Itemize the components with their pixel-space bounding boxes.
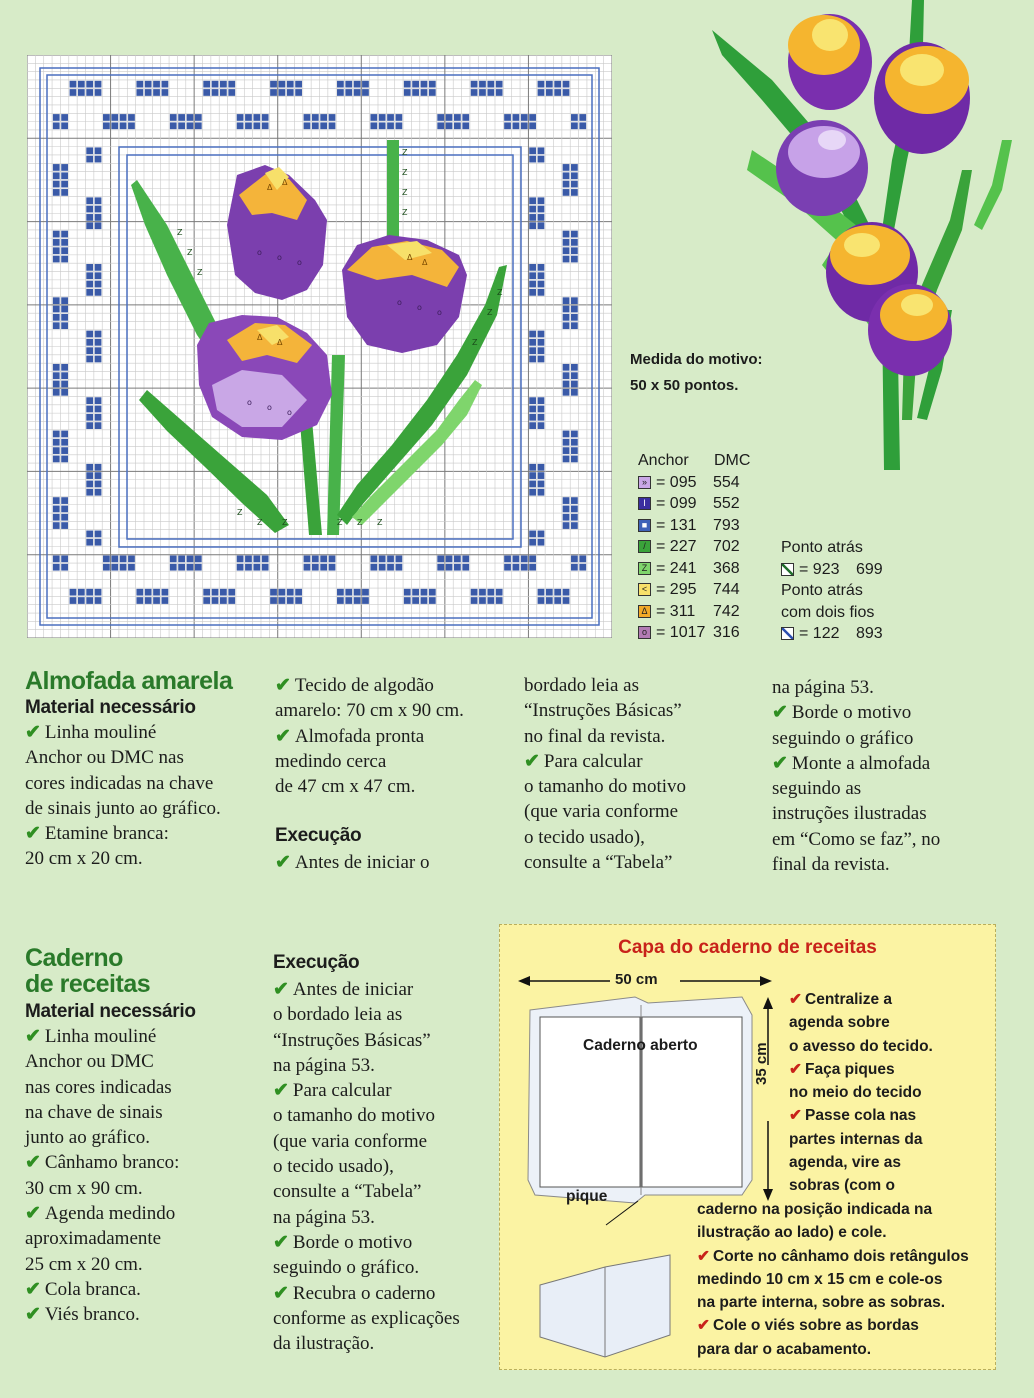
legend-dmc-code: 793: [713, 516, 740, 534]
almofada-col4-text: instruções ilustradas: [772, 803, 927, 825]
caderno-title-line2: de receitas: [25, 970, 151, 998]
almofada-col1-line: [25, 745, 232, 770]
caderno-col2-text: conforme as explicações: [273, 1307, 460, 1329]
almofada-col1-text: Anchor ou DMC nas: [25, 747, 184, 769]
almofada-col1-line: [25, 846, 232, 871]
box-bottom-text: [697, 1198, 969, 1361]
almofada-col2b-text: Antes de iniciar o: [294, 852, 430, 874]
width-label: 50 cm: [612, 971, 661, 988]
box-bottom-text: medindo 10 cm x 15 cm e cole-os: [697, 1270, 943, 1288]
almofada-col1-text: de sinais junto ao gráfico.: [25, 797, 221, 819]
check-icon: ✔: [25, 1278, 41, 1300]
svg-text:Z: Z: [187, 248, 193, 257]
notch-label: pique: [566, 1188, 608, 1205]
check-icon: ✔: [275, 675, 291, 696]
box-bottom-text: na parte interna, sobre as sobras.: [697, 1294, 946, 1312]
almofada-col1-line: [25, 771, 232, 796]
legend-anchor-code: = 131: [656, 516, 697, 534]
svg-text:Δ: Δ: [277, 338, 283, 347]
legend-row: [638, 493, 750, 515]
motif-size: [630, 347, 763, 399]
box-right-text: no meio do tecido: [789, 1084, 922, 1102]
check-icon: ✔: [789, 1107, 802, 1125]
check-icon: ✔: [697, 1247, 710, 1265]
almofada-col1-line: [25, 821, 232, 846]
almofada-col1-line: [25, 720, 232, 745]
box-bottom-text: para dar o acabamento.: [697, 1340, 872, 1358]
almofada-col2a-line: [275, 673, 464, 698]
caderno-col1-line: [25, 1302, 196, 1327]
recipe-cover-box: [499, 924, 996, 1370]
caderno-col1: [25, 1024, 196, 1328]
almofada-col2a-text: Tecido de algodão: [294, 675, 434, 696]
legend-header-anchor: Anchor: [638, 452, 689, 469]
box-bottom-line: [697, 1314, 969, 1337]
box-bottom-line: [697, 1338, 969, 1361]
almofada-col4-line: [772, 726, 940, 751]
caderno-col1-text: aproximadamente: [25, 1228, 162, 1250]
bouquet-tulip-2: [874, 42, 970, 154]
legend-anchor-code: = 311: [656, 602, 696, 620]
almofada-col3-line: [524, 825, 686, 850]
almofada-col3-line: [524, 774, 686, 799]
almofada-col3-line: [524, 698, 686, 723]
caderno-col2-line: [273, 1154, 460, 1179]
almofada-col3-text: consulte a “Tabela”: [524, 852, 673, 874]
box-right-line: [789, 1081, 933, 1104]
svg-text:Δ: Δ: [257, 333, 263, 342]
svg-text:Z: Z: [487, 308, 493, 317]
legend-swatch: <: [638, 583, 651, 596]
check-icon: ✔: [273, 1080, 289, 1102]
caderno-col2-line: [273, 1255, 460, 1280]
backstitch-2-value: = 122: [799, 625, 840, 642]
box-bottom-text: Corte no cânhamo dois retângulos: [713, 1247, 969, 1265]
legend-swatch: Z: [638, 562, 651, 575]
box-right-text: [789, 988, 933, 1198]
box-right-line: [789, 1035, 933, 1058]
almofada-col3-text: Para calcular: [543, 750, 643, 772]
caderno-col2-line: [273, 1230, 460, 1255]
almofada-col3-line: [524, 799, 686, 824]
legend-row: [638, 558, 750, 580]
caderno-col2-line: [273, 977, 460, 1002]
cross-stitch-chart: [27, 55, 612, 638]
almofada-col3: [524, 673, 686, 875]
caderno-col2-text: o tamanho do motivo: [273, 1105, 436, 1127]
almofada-col4-text: Borde o motivo: [791, 702, 912, 724]
box-bottom-line: [697, 1198, 969, 1221]
caderno-col1-text: Viés branco.: [44, 1304, 140, 1326]
legend-dmc-code: 744: [713, 581, 740, 598]
caderno-col2-text: (que varia conforme: [273, 1130, 428, 1152]
box-right-text: agenda, vire as: [789, 1154, 902, 1172]
svg-text:Δ: Δ: [267, 183, 273, 192]
almofada-col1: [25, 720, 232, 872]
caderno-col1-text: nas cores indicadas: [25, 1076, 172, 1098]
almofada-col4-text: seguindo o gráfico: [772, 727, 914, 749]
caderno-col1-line: [25, 1150, 196, 1175]
legend-row: [638, 579, 750, 601]
caderno-col2-text: o tecido usado),: [273, 1156, 394, 1178]
almofada-col2a-line: [275, 724, 464, 749]
svg-text:o: o: [247, 398, 252, 407]
legend-swatch: /: [638, 540, 651, 553]
check-icon: ✔: [524, 750, 540, 772]
legend-anchor-code: = 099: [656, 495, 697, 512]
check-icon: ✔: [273, 1231, 289, 1253]
legend-anchor-code: = 1017: [656, 624, 706, 641]
caderno-col2-line: [273, 1306, 460, 1331]
caderno-col2: [273, 951, 460, 1356]
almofada-col1-text: Etamine branca:: [44, 823, 169, 845]
open-notebook-label: Caderno aberto: [583, 1037, 698, 1054]
caderno-col2-text: o bordado leia as: [273, 1004, 403, 1026]
check-icon: ✔: [25, 1304, 41, 1326]
check-icon: ✔: [25, 722, 41, 743]
almofada-col1-text: 20 cm x 20 cm.: [25, 848, 143, 870]
check-icon: ✔: [273, 979, 289, 1000]
almofada-title: Almofada amarela: [25, 667, 233, 695]
box-right-line: [789, 1104, 933, 1127]
box-bottom-line: [697, 1221, 969, 1244]
caderno-col1-line: [25, 1100, 196, 1125]
box-right-line: [789, 1128, 933, 1151]
almofada-col4-line: [772, 675, 940, 700]
caderno-col2-text: na página 53.: [273, 1206, 375, 1228]
box-right-line: [789, 1174, 933, 1197]
box-bottom-line: [697, 1291, 969, 1314]
backstitch-1-swatch: [781, 563, 794, 576]
box-right-line: [789, 988, 933, 1011]
almofada-col3-line: [524, 724, 686, 749]
almofada-material-title: Material necessário: [25, 697, 196, 718]
caderno-col1-line: [25, 1125, 196, 1150]
almofada-col2a-line: [275, 749, 464, 774]
bouquet-tulip-1: [788, 14, 872, 110]
backstitch-2-dmc: 893: [856, 625, 883, 642]
almofada-col4-text: na página 53.: [772, 677, 874, 698]
caderno-col2-line: [273, 1129, 460, 1154]
check-icon: ✔: [273, 1282, 289, 1304]
almofada-col4-line: [772, 776, 940, 801]
legend-dmc-code: 552: [713, 495, 740, 512]
height-label: 35 cm: [753, 1042, 770, 1085]
almofada-col2a-text: Almofada pronta: [294, 725, 425, 747]
almofada-col3-line: [524, 850, 686, 875]
legend-header-dmc: DMC: [714, 452, 751, 469]
svg-text:Z: Z: [357, 518, 363, 527]
svg-text:Z: Z: [402, 148, 408, 157]
box-right-text: agenda sobre: [789, 1014, 890, 1032]
check-icon: ✔: [25, 1203, 41, 1225]
caderno-col1-line: [25, 1201, 196, 1226]
almofada-col4-line: [772, 852, 940, 877]
legend-swatch: »: [638, 476, 651, 489]
almofada-col2a-text: medindo cerca: [275, 750, 387, 772]
caderno-col1-line: [25, 1277, 196, 1302]
box-bottom-text: ilustração ao lado) e cole.: [697, 1224, 887, 1242]
legend-anchor-code: = 227: [656, 538, 697, 555]
almofada-col4-text: em “Como se faz”, no: [772, 828, 941, 850]
caderno-section: [25, 945, 196, 1328]
box-right-text: Faça piques: [805, 1060, 895, 1078]
legend-row: [638, 622, 750, 644]
legend-anchor-code: = 241: [656, 559, 697, 577]
svg-text:Z: Z: [497, 288, 503, 297]
almofada-col4-line: [772, 801, 940, 826]
check-icon: ✔: [25, 823, 41, 845]
caderno-col1-text: Cânhamo branco:: [44, 1152, 180, 1174]
almofada-col4-line: [772, 700, 940, 725]
legend-dmc-code: 368: [713, 559, 740, 577]
svg-text:Z: Z: [337, 518, 343, 527]
svg-text:o: o: [297, 258, 302, 267]
caderno-col1-line: [25, 1226, 196, 1251]
almofada-col4-text: seguindo as: [772, 778, 862, 800]
almofada-col4-text: final da revista.: [772, 854, 890, 876]
motif-size-value: 50 x 50 pontos.: [630, 377, 739, 394]
svg-text:o: o: [397, 298, 402, 307]
tulip-bouquet-illustration: [712, 0, 1034, 470]
legend-swatch: Δ: [638, 605, 651, 618]
box-right-line: [789, 1011, 933, 1034]
box-bottom-line: [697, 1245, 969, 1268]
legend-anchor-code: = 095: [656, 473, 697, 491]
motif-size-title: Medida do motivo:: [630, 351, 763, 368]
caderno-col1-line: [25, 1049, 196, 1074]
almofada-col3-text: “Instruções Básicas”: [524, 700, 682, 722]
legend-row: [638, 472, 750, 494]
caderno-col1-text: junto ao gráfico.: [25, 1127, 151, 1149]
almofada-col4-line: [772, 751, 940, 776]
box-bottom-text: Cole o viés sobre as bordas: [713, 1317, 919, 1335]
caderno-col2-text: Para calcular: [292, 1080, 392, 1102]
almofada-execucao-title: Execução: [275, 825, 362, 847]
almofada-col2a-text: amarelo: 70 cm x 90 cm.: [275, 700, 464, 722]
legend-dmc-code: 742: [713, 602, 740, 620]
check-icon: ✔: [25, 1152, 41, 1174]
svg-text:o: o: [267, 403, 272, 412]
caderno-col1-text: Anchor ou DMC: [25, 1051, 154, 1073]
legend-swatch: o: [638, 626, 651, 639]
check-icon: ✔: [697, 1317, 710, 1335]
almofada-col2a-line: [275, 698, 464, 723]
almofada-col1-text: Linha mouliné: [44, 722, 157, 743]
caderno-col1-text: 25 cm x 20 cm.: [25, 1253, 143, 1275]
caderno-title-line1: Caderno: [25, 944, 123, 972]
box-bottom-line: [697, 1268, 969, 1291]
caderno-col2-line: [273, 1179, 460, 1204]
caderno-col2-line: [273, 1281, 460, 1306]
backstitch-2-swatch: [781, 627, 794, 640]
box-bottom-text: caderno na posição indicada na: [697, 1201, 933, 1218]
caderno-col1-line: [25, 1176, 196, 1201]
caderno-col1-line: [25, 1075, 196, 1100]
backstitch-1-label: Ponto atrás: [781, 539, 863, 556]
color-key: [638, 450, 750, 644]
box-right-text: Centralize a: [805, 991, 893, 1008]
caderno-col2-text: consulte a “Tabela”: [273, 1181, 422, 1203]
almofada-col1-text: cores indicadas na chave: [25, 772, 214, 794]
legend-row: [638, 536, 750, 558]
legend-anchor-code: = 295: [656, 581, 697, 598]
caderno-col1-text: Linha mouliné: [44, 1026, 157, 1047]
almofada-col2: [275, 673, 464, 876]
caderno-col2-text: “Instruções Básicas”: [273, 1029, 431, 1051]
almofada-col3-line: [524, 673, 686, 698]
almofada-col3-line: [524, 749, 686, 774]
box-right-line: [789, 1058, 933, 1081]
svg-text:Z: Z: [472, 338, 478, 347]
check-icon: ✔: [275, 725, 291, 747]
svg-text:Z: Z: [282, 518, 288, 527]
almofada-col4-text: Monte a almofada: [791, 752, 931, 774]
caderno-col2-line: [273, 1331, 460, 1356]
backstitch-2-label-2: com dois fios: [781, 603, 875, 621]
caderno-col2-line: [273, 1205, 460, 1230]
caderno-col2-line: [273, 1028, 460, 1053]
almofada-col3-text: bordado leia as: [524, 675, 640, 696]
legend-swatch: I: [638, 497, 651, 510]
svg-text:o: o: [417, 303, 422, 312]
legend-swatch: ■: [638, 519, 651, 532]
almofada-col2b-line: [275, 850, 464, 875]
caderno-col2-line: [273, 1002, 460, 1027]
svg-text:Z: Z: [237, 508, 243, 517]
svg-text:Z: Z: [177, 228, 183, 237]
box-right-text: o avesso do tecido.: [789, 1037, 933, 1055]
caderno-col2-text: Antes de iniciar: [292, 979, 414, 1000]
caderno-col2-text: Borde o motivo: [292, 1231, 413, 1253]
legend-dmc-code: 554: [713, 473, 740, 491]
caderno-col1-text: Agenda medindo: [44, 1203, 176, 1225]
svg-text:o: o: [277, 253, 282, 262]
caderno-col2-line: [273, 1053, 460, 1078]
almofada-col3-text: o tamanho do motivo: [524, 776, 687, 798]
caderno-col2-text: Recubra o caderno: [292, 1282, 436, 1304]
almofada-col2a-text: de 47 cm x 47 cm.: [275, 776, 416, 798]
backstitch-2-label: Ponto atrás: [781, 582, 863, 599]
caderno-col2-text: na página 53.: [273, 1054, 375, 1076]
check-icon: ✔: [275, 852, 291, 874]
caderno-col2-line: [273, 1078, 460, 1103]
caderno-execucao-title: Execução: [273, 952, 360, 973]
svg-text:Δ: Δ: [282, 178, 288, 187]
check-icon: ✔: [789, 1060, 802, 1078]
almofada-col2a-line: [275, 774, 464, 799]
legend-row: [638, 515, 750, 537]
box-title: Capa do caderno de receitas: [618, 937, 877, 958]
caderno-col2-line: [273, 1103, 460, 1128]
box-right-line: [789, 1151, 933, 1174]
backstitch-1-dmc: 699: [856, 560, 883, 578]
svg-text:o: o: [257, 248, 262, 257]
legend-dmc-code: 316: [713, 624, 740, 641]
caderno-material-title: Material necessário: [25, 1001, 196, 1022]
almofada-section: [25, 668, 232, 872]
svg-text:Δ: Δ: [407, 253, 413, 262]
caderno-col1-text: 30 cm x 90 cm.: [25, 1177, 143, 1199]
svg-text:o: o: [287, 408, 292, 417]
check-icon: ✔: [772, 702, 788, 724]
svg-text:Z: Z: [257, 518, 263, 527]
almofada-col3-text: (que varia conforme: [524, 801, 679, 823]
caderno-col1-text: Cola branca.: [44, 1278, 141, 1300]
almofada-col1-line: [25, 796, 232, 821]
caderno-col1-line: [25, 1252, 196, 1277]
svg-text:o: o: [437, 308, 442, 317]
caderno-col2-text: da ilustração.: [273, 1333, 375, 1355]
box-right-text: Passe cola nas: [805, 1107, 917, 1125]
svg-text:Z: Z: [402, 168, 408, 177]
backstitch-1-value: = 923: [799, 560, 840, 578]
almofada-col3-text: o tecido usado),: [524, 826, 645, 848]
almofada-col4: [772, 675, 940, 877]
svg-text:Z: Z: [402, 208, 408, 217]
check-icon: ✔: [789, 991, 802, 1008]
chart-grid: [27, 55, 612, 638]
almofada-col4-line: [772, 827, 940, 852]
svg-text:Z: Z: [377, 518, 383, 527]
box-right-text: partes internas da: [789, 1130, 923, 1148]
svg-text:Z: Z: [197, 268, 203, 277]
caderno-col1-text: na chave de sinais: [25, 1101, 163, 1123]
caderno-col2-text: seguindo o gráfico.: [273, 1257, 420, 1279]
almofada-col3-text: no final da revista.: [524, 725, 666, 747]
box-right-text: sobras (com o: [789, 1177, 895, 1195]
check-icon: ✔: [25, 1026, 41, 1047]
bouquet-tulip-3: [776, 120, 868, 216]
backstitch-key: [781, 537, 883, 645]
legend-row: [638, 601, 750, 623]
svg-text:Z: Z: [402, 188, 408, 197]
caderno-col1-line: [25, 1024, 196, 1049]
legend-dmc-code: 702: [713, 538, 740, 555]
svg-text:Δ: Δ: [422, 258, 428, 267]
bouquet-tulip-5: [868, 284, 952, 376]
check-icon: ✔: [772, 752, 788, 774]
